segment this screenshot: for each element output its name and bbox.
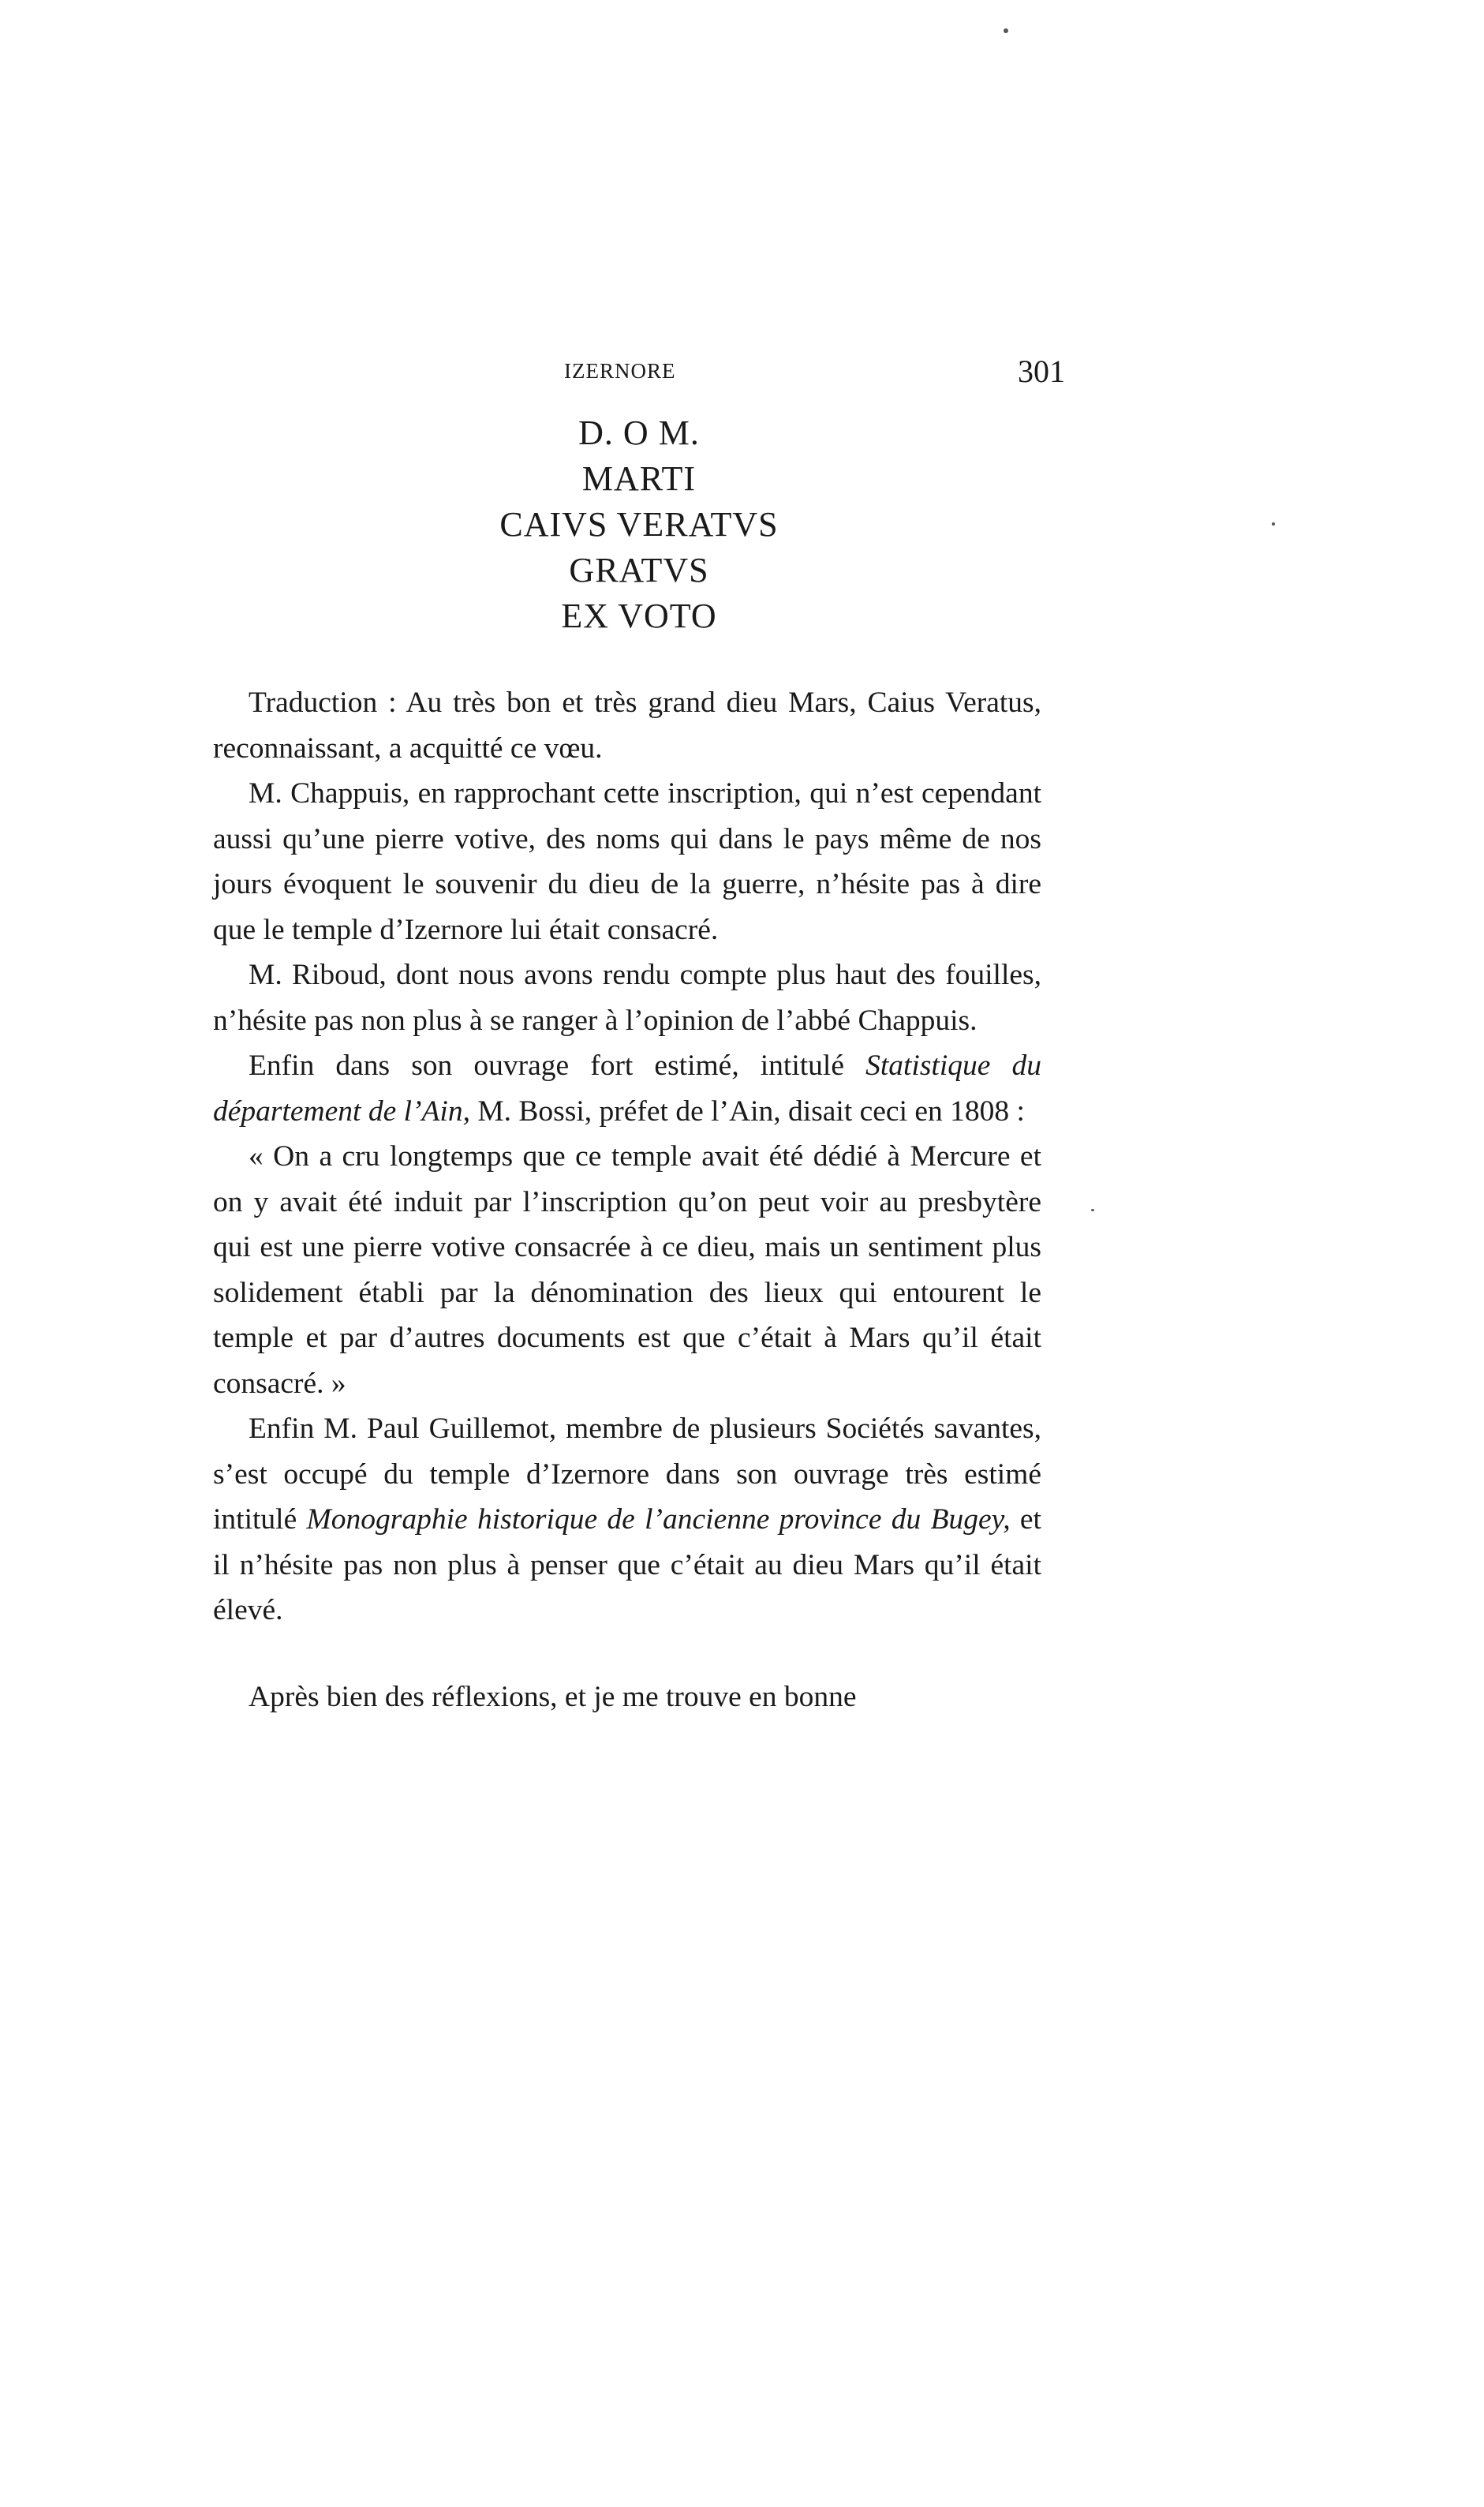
inscription-line: D. O M. (578, 413, 700, 452)
paragraph-translation (213, 680, 1041, 771)
running-head (213, 354, 1065, 399)
text-run: M. Riboud, dont nous avons rendu compte plus haut des fouilles, n’hésite pas non plus à se ranger à l’opinion de l’abbé Chappuis. (213, 959, 1041, 1037)
paragraph-quotation (213, 1134, 1041, 1406)
page-speck (1004, 28, 1008, 33)
text-run: « On a cru longtemps que ce temple avait été dédié à Mercure et on y avait été induit par l’inscription qu’on peut voir au presbytère qui est une pierre votive consacrée à ce dieu, mais un sentiment plus solidement établi par la dénomination des lieux qui entourent le temple et par d’autres documents est que c’était à Mars qu’il était consacré. » (213, 1140, 1041, 1400)
paragraph-riboud (213, 952, 1041, 1043)
text-run: M. Bossi, préfet de l’Ain, disait ceci en 1808 : (469, 1094, 1025, 1128)
italic-title: Monographie historique de l’ancienne province du Bugey, (306, 1503, 1011, 1536)
text-run: M. Chappuis, en rapprochant cette inscription, qui n’est cependant aussi qu’une pierre votive, des noms qui dans le pays même de nos jours évoquent le souvenir du dieu de la guerre, n’hésite pas à dire que le temple d’Izernore lui était consacré. (213, 777, 1041, 946)
paragraph-conclusion (213, 1674, 1041, 1720)
paragraph-bossi (213, 1043, 1041, 1134)
body-text (213, 680, 1041, 1719)
inscription-line: MARTI (581, 459, 697, 498)
text-run: Enfin dans son ouvrage fort estimé, intitulé (249, 1050, 866, 1082)
latin-inscription (213, 410, 1065, 639)
text-run: Traduction : Au très bon et très grand dieu Mars, Caius Veratus, reconnaissant, a acquitté ce vœu. (213, 687, 1041, 765)
inscription-line: GRATVS (569, 551, 709, 589)
running-title: IZERNORE (564, 359, 676, 383)
text-run: Après bien des réflexions, et je me trouve en bonne (249, 1680, 857, 1713)
paragraph-chappuis (213, 771, 1041, 952)
paragraph-guillemot (213, 1406, 1041, 1633)
page-speck (1272, 522, 1275, 526)
page-speck (1091, 1209, 1094, 1211)
italic-title: Statistique du département de l’Ain, (213, 1050, 1041, 1128)
text-run: et il n’hésite pas non plus à penser que c’était au dieu Mars qu’il était élevé. (213, 1503, 1041, 1626)
inscription-line: CAIVS VERATVS (499, 505, 779, 544)
page-number: 301 (1018, 354, 1065, 389)
inscription-line: EX VOTO (561, 597, 717, 635)
text-run: Enfin M. Paul Guillemot, membre de plusieurs Sociétés savantes, s’est occupé du temple d’Izernore dans son ouvrage très estimé intitulé (213, 1413, 1041, 1536)
